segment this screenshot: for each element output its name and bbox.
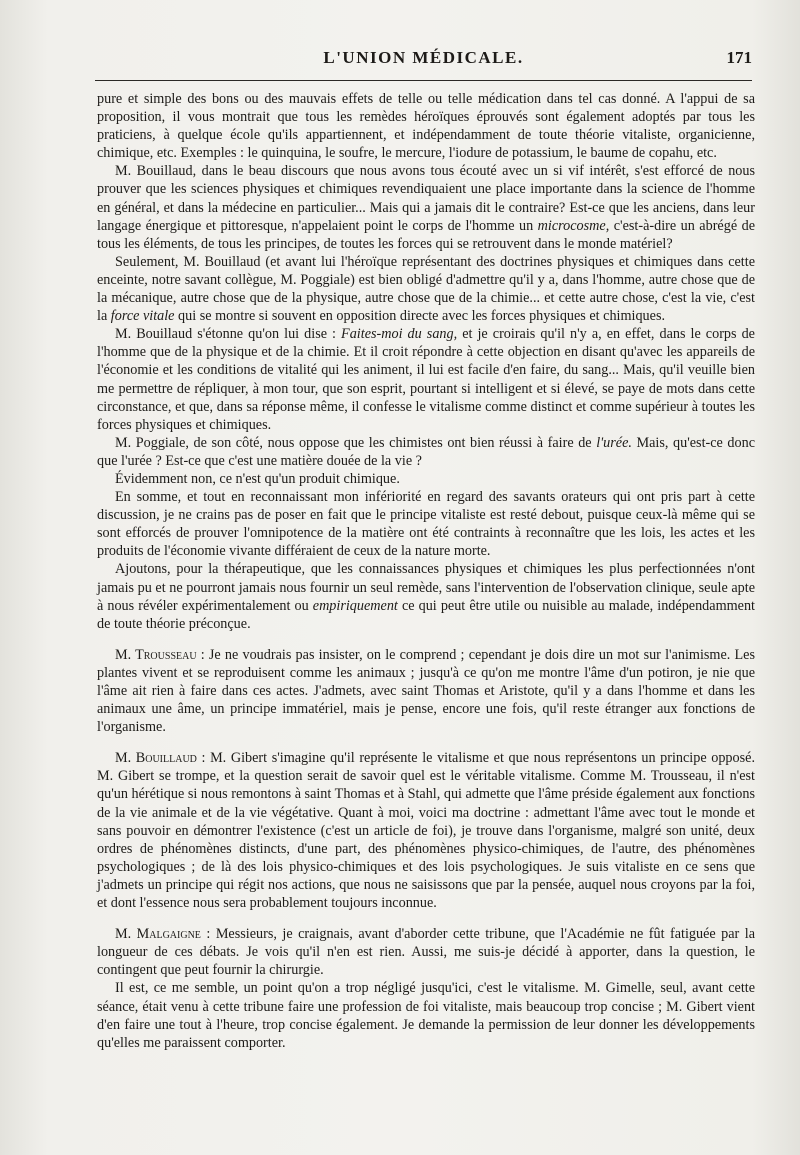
paragraph-5-text-b: Mais, qu'est-ce donc que l'urée ? Est-ce que c'est une matière douée de la vie ? xyxy=(97,434,756,469)
speech-text: Je ne voudrais pas insister, on le comprend ; cependant je dois dire un mot sur l'animisme. Les plantes vivent et se reproduisent comme les animaux ; jusqu'à ce qu'on me montre l'âme d'un potiron, je nie que l'âme ait rien à faire dans ces actes. J'admets, avec saint Thomas et Aristote, qu'il y a dans l'homme et dans les animaux une âme, un principe immatériel, mais je pense, encore une fois, qu'il reste étranger aux fonctions de l'organisme. xyxy=(97,646,755,736)
paragraph-3-text-a: Seulement, M. Bouillaud (et avant lui l'héroïque représentant des doctrines physiques et chimiques dans cette enceinte, notre savant collègue, M. Poggiale) est bien obligé d'admettre qu'il y a, dans l'homme, autre chose que de la mécanique, autre chose que de la physique, autre chose que de la chimie... et cette autre chose, c'est la vie, c'est la xyxy=(97,253,755,325)
paragraph-5-text-a: M. Poggiale, de son côté, nous oppose que les chimistes ont bien réussi à faire de xyxy=(115,434,597,451)
paragraph-3-text-b: qui se montre si souvent en opposition directe avec les forces physiques et chimiques. xyxy=(174,308,666,325)
paragraph-8-text-a: Ajoutons, pour la thérapeutique, que les connaissances physiques et chimiques les plus perfectionnées n'ont jamais pu et ne pourront jamais nous fournir un seul remède, sans l'intervention de l'observation clinique, seule apte à nous révéler expérimentalement ou xyxy=(97,561,755,614)
paragraph-1: pure et simple des bons ou des mauvais effets de telle ou telle médication dans tel cas donné. A l'appui de sa proposition, il vous montrait que tous les remèdes héroïques éprouvés sont également adoptés par tous les praticiens, à quelque école qu'ils appartiennent, et indépendamment de toute théorie vitaliste, organicienne, chimique, etc. Exemples : le quinquina, le soufre, le mercure, l'iodure de potassium, le baume de copahu, etc. xyxy=(97,91,755,162)
running-title: L'UNION MÉDICALE. xyxy=(323,48,524,67)
paragraph-6: Évidemment non, ce n'est qu'un produit chimique. xyxy=(115,470,400,487)
paragraph-3-italic: force vitale xyxy=(110,308,175,325)
paragraph-12: Il est, ce me semble, un point qu'on a trop négligé jusqu'ici, c'est le vitalisme. M. Gimelle, seul, avant cette séance, était venu à cette tribune faire une profession de foi vitaliste, mais beaucoup trop concise ; M. Gibert vient d'en faire une tout à l'heure, trop concise également. Je demande la permission de leur donner les développements qu'elles me paraissent comporter. xyxy=(97,980,755,1051)
paragraph-4 xyxy=(97,325,755,434)
speech-text: Messieurs, je craignais, avant d'aborder cette tribune, que l'Académie ne fût fatiguée par la longueur de ces débats. Je vois qu'il n'en est rien. Aussi, me suis-je décidé à apporter, dans la question, le contingent que peut fournir la chirurgie. xyxy=(97,926,756,979)
paragraph-2-text-b: c'est-à-dire un abrégé de tous les éléments, de tous les principes, de toutes les forces qui se retrouvent dans le monde matériel? xyxy=(97,217,755,252)
paragraph-5 xyxy=(97,434,755,470)
paragraph-malgaigne xyxy=(97,925,755,979)
paragraph-4-text-a: M. Bouillaud s'étonne qu'on lui dise : xyxy=(115,326,342,343)
page-number: 171 xyxy=(726,48,752,67)
page-header xyxy=(95,48,752,74)
paragraph-8-italic: empiriquement xyxy=(312,597,398,614)
paragraph-2 xyxy=(97,162,755,252)
speaker-name: M. Bouillaud : xyxy=(115,750,206,767)
speaker-name: M. Trousseau : xyxy=(115,646,205,663)
paragraph-5-italic: l'urée. xyxy=(596,434,632,451)
paragraph-8 xyxy=(97,560,755,632)
paragraph-7: En somme, et tout en reconnaissant mon infériorité en regard des savants orateurs qui ont pris part à cette discussion, je ne crains pas de poser en fait que le principe vitaliste est resté debout, puisque ceux-là même qui se sont efforcés de prouver l'omnipotence de la matière ont été contraints à reconnaître que les lois, les actes et les produits de l'économie vivante différaient de ceux de la nature morte. xyxy=(97,489,755,560)
paragraph-2-text-a: M. Bouillaud, dans le beau discours que nous avons tous écouté avec un si vif intérêt, s'est efforcé de nous prouver que les sciences physiques et chimiques revendiquaient une place importante dans la science de l'homme en général, et dans la médecine en particulier... Mais qui a jamais dit le contraire? Est-ce que les anciens, dans leur langage énergique et pittoresque, n'appelaient point le corps de l'homme un xyxy=(97,163,755,234)
speech-text: M. Gibert s'imagine qu'il représente le vitalisme et que nous représentons un principe opposé. M. Gibert se trompe, et la question serait de savoir quel est le véritable vitalisme. Comme M. Trousseau, il n'est qu'un hérétique si nous remontons à saint Thomas et à Stahl, qui admette que l'âme préside également aux fonctions de la vie animale et de la vie végétative. Quant à moi, voici ma doctrine : admettant l'âme avec tout le monde et sans pouvoir en démontrer l'existence (c'est un article de foi), je trouve dans l'organisme, malgré son unité, deux ordres de phénomènes distincts, d'une part, des phénomènes physico-chimiques, de l'autre, des phénomènes psychologiques ; de là des lois physico-chimiques et des lois psychologiques. Je suis vitaliste en ce sens que j'admets un principe qui régit nos actions, que nous ne saisissons que par la pensée, auquel nous croyons par la foi, et dont l'essence nous sera probablement toujours inconnue. xyxy=(97,750,755,912)
speaker-name: M. Malgaigne : xyxy=(115,926,211,943)
paragraph-3 xyxy=(97,253,755,325)
paragraph-trousseau xyxy=(97,646,755,736)
header-rule xyxy=(95,80,752,81)
body-text xyxy=(97,90,755,1052)
paragraph-4-italic: Faites-moi du sang, xyxy=(341,326,458,343)
paragraph-2-italic: microcosme, xyxy=(537,217,610,234)
paragraph-bouillaud xyxy=(97,749,755,912)
paragraph-4-text-b: et je croirais qu'il n'y a, en effet, dans le corps de l'homme que de la physique et de la chimie. Et il croit répondre à cette objection en disant qu'avec les appareils de l'économie et les conditions de vitalité qui les animent, il lui est facile d'en faire, du sang... Mais, qu'il veuille bien me permettre de répliquer, à mon tour, que son esprit, pourtant si intelligent et si élevé, se paye de mots dans cette circonstance, et que, dans sa réponse même, il confesse le vitalisme comme distinct et comme supérieur à toutes les forces physiques et chimiques. xyxy=(97,326,755,433)
paragraph-8-text-b: ce qui peut être utile ou nuisible au malade, indépendamment de toute théorie préconçue. xyxy=(97,597,755,632)
